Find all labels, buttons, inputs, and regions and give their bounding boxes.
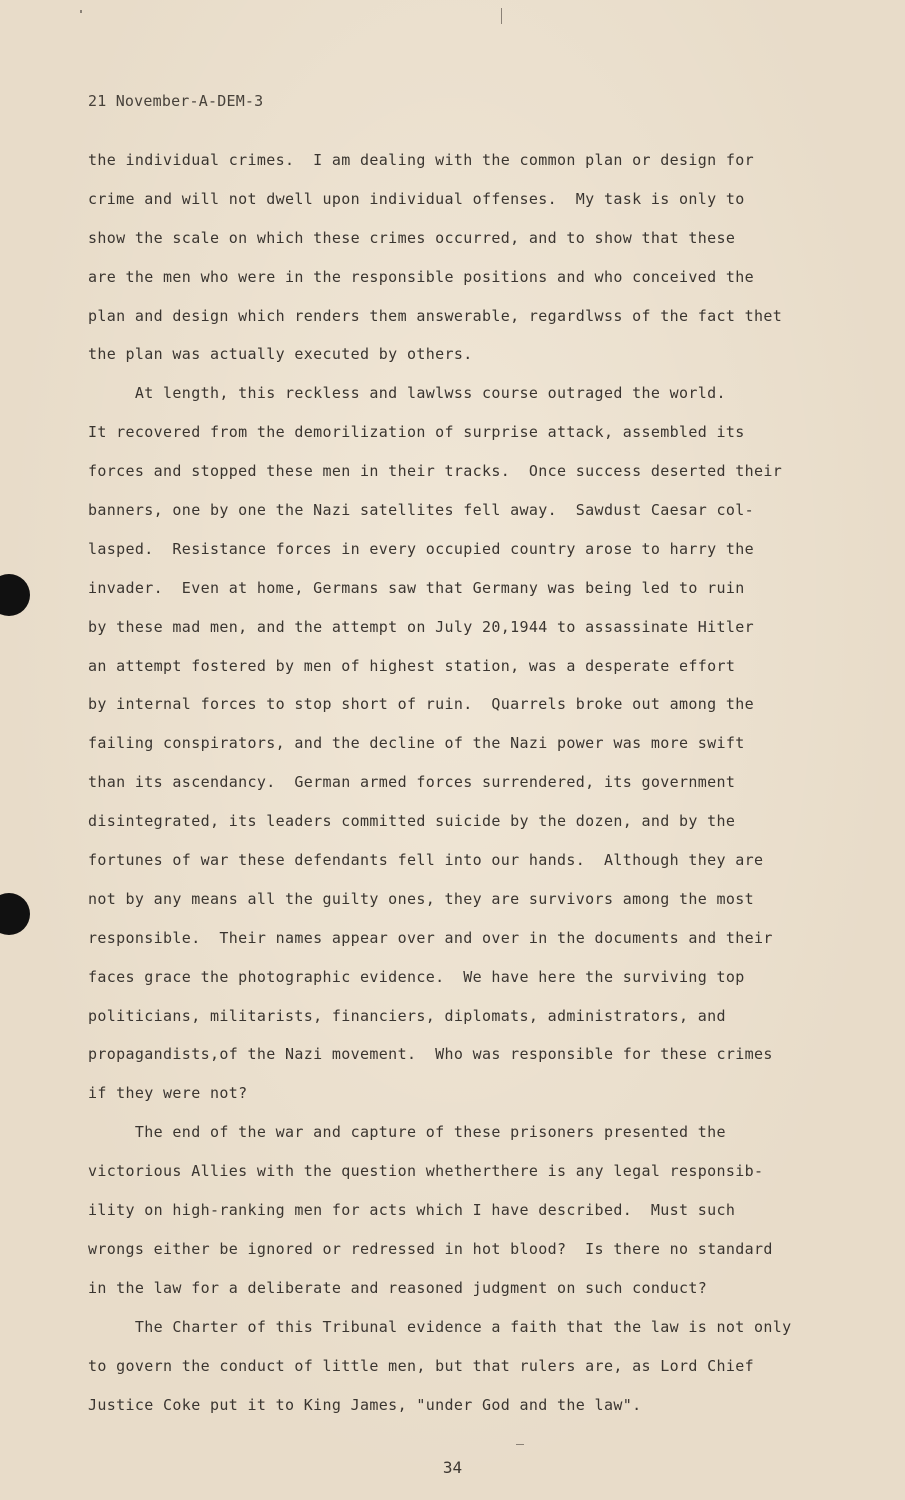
text-line: by these mad men, and the attempt on July 20,1944 to assassinate Hitler bbox=[88, 617, 755, 636]
text-line: to govern the conduct of little men, but that rulers are, as Lord Chief bbox=[88, 1356, 755, 1375]
text-line: faces grace the photographic evidence. We have here the surviving top bbox=[88, 967, 745, 986]
text-line: not by any means all the guilty ones, they are survivors among the most bbox=[88, 889, 755, 908]
text-line: the individual crimes. I am dealing with the common plan or design for bbox=[88, 151, 755, 169]
text-line: At length, this reckless and lawlwss course outraged the world. bbox=[88, 384, 726, 403]
page-number: 34 bbox=[442, 1458, 463, 1477]
text-line: propagandists,of the Nazi movement. Who was responsible for these crimes bbox=[88, 1045, 773, 1064]
text-line: ility on high-ranking men for acts which I have described. Must such bbox=[88, 1201, 736, 1220]
text-line: an attempt fostered by men of highest station, was a desperate effort bbox=[88, 656, 736, 675]
text-line: are the men who were in the responsible positions and who conceived the bbox=[88, 267, 755, 286]
text-line: plan and design which renders them answerable, regardlwss of the fact thet bbox=[88, 306, 783, 325]
text-line: fortunes of war these defendants fell into our hands. Although they are bbox=[88, 851, 764, 870]
text-line: disintegrated, its leaders committed suicide by the dozen, and by the bbox=[88, 812, 736, 831]
punch-hole bbox=[0, 893, 30, 935]
text-line: if they were not? bbox=[88, 1084, 248, 1103]
paper-speck bbox=[516, 1444, 524, 1445]
text-line: wrongs either be ignored or redressed in hot blood? Is there no standard bbox=[88, 1239, 773, 1258]
body-text bbox=[88, 146, 828, 1429]
paper-crease bbox=[501, 8, 502, 24]
text-line: forces and stopped these men in their tracks. Once success deserted their bbox=[88, 462, 783, 481]
text-line: politicians, militarists, financiers, diplomats, administrators, and bbox=[88, 1006, 726, 1025]
text-line: The end of the war and capture of these prisoners presented the bbox=[88, 1123, 726, 1142]
paper-speck bbox=[80, 10, 82, 13]
text-line: show the scale on which these crimes occurred, and to show that these bbox=[88, 228, 736, 247]
text-line: the plan was actually executed by others. bbox=[88, 345, 473, 364]
text-line: invader. Even at home, Germans saw that Germany was being led to ruin bbox=[88, 578, 745, 597]
text-line: than its ascendancy. German armed forces surrendered, its government bbox=[88, 773, 736, 792]
text-line: banners, one by one the Nazi satellites fell away. Sawdust Caesar col- bbox=[88, 501, 755, 520]
text-line: victorious Allies with the question whetherthere is any legal responsib- bbox=[88, 1162, 764, 1181]
text-line: failing conspirators, and the decline of the Nazi power was more swift bbox=[88, 734, 745, 753]
text-line: lasped. Resistance forces in every occupied country arose to harry the bbox=[88, 539, 755, 558]
punch-hole bbox=[0, 574, 30, 616]
text-line: by internal forces to stop short of ruin. Quarrels broke out among the bbox=[88, 695, 755, 714]
document-header: 21 November-A-DEM-3 bbox=[88, 92, 264, 110]
text-line: The Charter of this Tribunal evidence a faith that the law is not only bbox=[88, 1317, 792, 1336]
text-line: crime and will not dwell upon individual offenses. My task is only to bbox=[88, 189, 745, 208]
text-line: in the law for a deliberate and reasoned judgment on such conduct? bbox=[88, 1278, 708, 1297]
text-line: It recovered from the demorilization of surprise attack, assembled its bbox=[88, 423, 745, 442]
text-line: responsible. Their names appear over and over in the documents and their bbox=[88, 928, 773, 947]
text-line: Justice Coke put it to King James, "under God and the law". bbox=[88, 1395, 642, 1414]
